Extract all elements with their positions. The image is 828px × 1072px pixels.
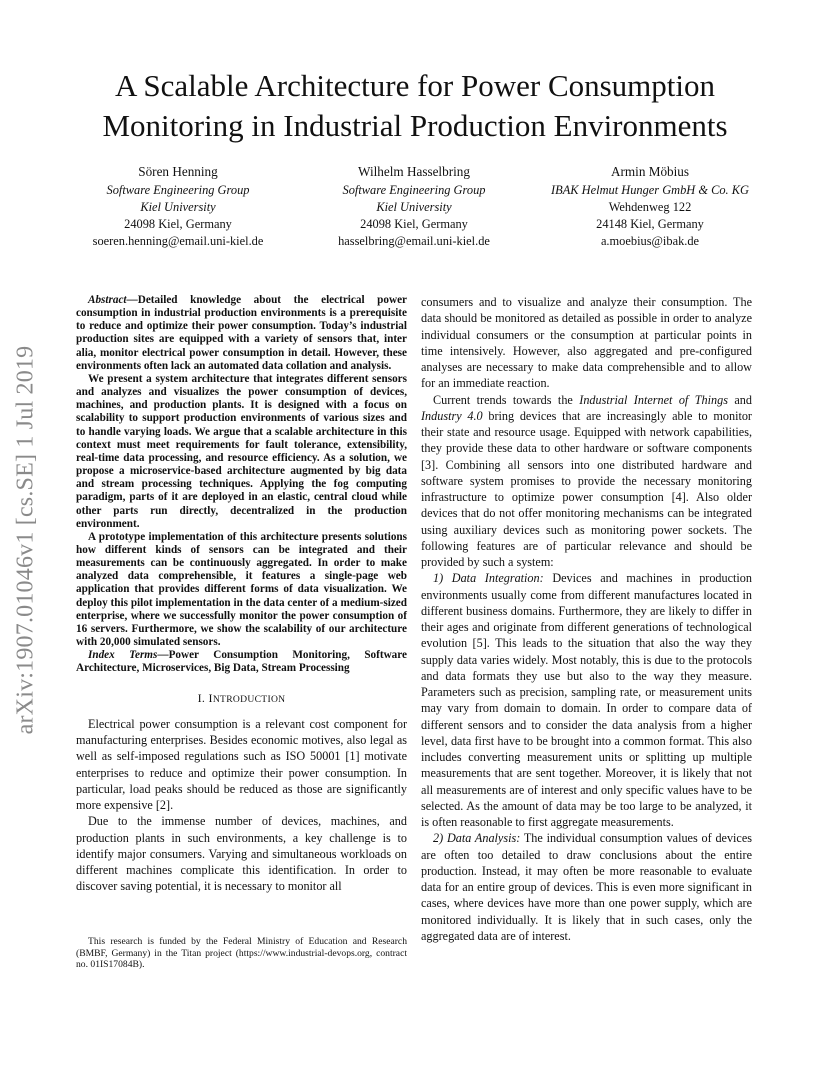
- abstract-paragraph-1: [76, 294, 407, 373]
- author-affiliation-2: Kiel University: [376, 200, 452, 214]
- author-email: a.moebius@ibak.de: [600, 234, 700, 248]
- abstract-paragraph-2: We present a system architecture that integrates different sensors and analyzes and visualizes the power consumption of devices, machines, and production plants. It is designed with a focus on scalability to support production environments of various sizes and to handle varying loads. We argue that a scalable architecture in this context must meet requirements for fault tolerance, extensibility, real-time data processing, and resource efficiency. As a solution, we propose a microservice-based architecture augmented by big data and stream processing techniques. Applying the fog computing paradigm, parts of it are deployed in an elastic, central cloud while other parts run directly, decentralized in the production environment.: [76, 372, 407, 530]
- author-email: hasselbring@email.uni-kiel.de: [338, 234, 490, 248]
- author-1: [60, 163, 296, 250]
- author-block: [60, 163, 768, 250]
- author-name: Armin Möbius: [610, 164, 690, 179]
- author-street: Wehdenweg 122: [608, 200, 692, 214]
- text-segment: Current trends towards the: [433, 392, 580, 407]
- author-name: Wilhelm Hasselbring: [358, 164, 470, 179]
- right-column: [421, 294, 752, 944]
- data-analysis-text: The individual consumption values of devices are often too detailed to draw conclusions about the entire production. Instead, it may often be more reasonable to evaluate data for an entire group of devices. This is even more significant in cases, where devices have more than one power supply, which are monitored individually. It is likely that in such cases, only the aggregated data are of interest.: [421, 831, 752, 943]
- author-affiliation: Software Engineering Group: [106, 183, 250, 197]
- author-address: 24098 Kiel, Germany: [124, 217, 232, 231]
- right-paragraph-2: [421, 392, 752, 571]
- arxiv-identifier-text: arXiv:1907.01046v1 [cs.SE] 1 Jul 2019: [12, 345, 39, 735]
- index-terms: [76, 649, 407, 675]
- section-title-rest: NTRODUCTION: [212, 693, 286, 705]
- author-address: 24148 Kiel, Germany: [596, 217, 704, 231]
- arxiv-identifier: [6, 300, 46, 780]
- index-terms-label: Index Terms: [88, 649, 158, 662]
- right-paragraph-1: consumers and to visualize and analyze their consumption. The data should be monitored as detailed as possible in order to analyze individual consumers or the consumption at particular points in time intensively. However, also aggregated and pre-configured analyses are necessary to make data comprehensible and to allow for an immediate reaction.: [421, 295, 752, 391]
- section-number: I.: [197, 690, 206, 705]
- term-industry-40: Industry 4.0: [421, 408, 483, 423]
- author-affiliation: IBAK Helmut Hunger GmbH & Co. KG: [551, 183, 749, 197]
- abstract: [76, 294, 407, 676]
- author-address: 24098 Kiel, Germany: [360, 217, 468, 231]
- abstract-paragraph-3: A prototype implementation of this architecture presents solutions how different kinds of sensors can be integrated and their measurements can be continuously aggregated. In order to make analyzed data comprehensible, it features a single-page web application that provides different forms of data visualization. We deploy this pilot implementation in the data center of a medium-sized enterprise, where we successfully monitor the power consumption of 16 servers. Furthermore, we show the scalability of our architecture with 20,000 simulated sensors.: [76, 530, 407, 649]
- left-column: [76, 294, 407, 895]
- index-terms-text: —Power Consumption Monitoring, Software Architecture, Microservices, Big Data, Stream Processing: [76, 649, 407, 675]
- author-2: [296, 163, 532, 250]
- term-iiot: Industrial Internet of Things: [579, 392, 728, 407]
- title-line-2: Monitoring in Industrial Production Environments: [102, 108, 728, 143]
- abstract-label: Abstract: [88, 294, 127, 306]
- author-3: [532, 163, 768, 250]
- text-segment: and: [727, 392, 752, 407]
- title-line-1: A Scalable Architecture for Power Consumption: [114, 68, 716, 103]
- abstract-text-1: —Detailed knowledge about the electrical power consumption in industrial production environments is a prerequisite to reduce and optimize their power consumption. Today’s industrial production sites are equipped with a variety of sensors that, inter alia, monitor electrical power consumption in detail. However, these environments often lack an automated data collation and analysis.: [76, 294, 407, 372]
- funding-footnote: This research is funded by the Federal Ministry of Education and Research (BMBF, Germany) in the Titan project (https://www.industrial-devops.org, contract no. 01IS17084B).: [76, 936, 407, 971]
- intro-paragraph-2: Due to the immense number of devices, machines, and production plants in such environments, a key challenge is to identify major consumers. Varying and simultaneous workloads on different machines complicate this identification. In order to discover saving potential, it is necessary to monitor all: [76, 814, 407, 894]
- author-affiliation-2: Kiel University: [140, 200, 216, 214]
- author-email: soeren.henning@email.uni-kiel.de: [92, 234, 264, 248]
- text-segment: bring devices that are increasingly able to monitor their state and resource usage. Equipped with network capabilities, they provide these data to other hardware or software components [3]. Combining all sensors into one distributed hardware and software system promises to provide the necessary monitoring infrastructure to optimize power consumption [4]. Also older devices that do not offer monitoring mechanisms can be integrated using auxiliary devices such as monitoring power sockets. The following features are of particular relevance and should be provided by such a system:: [421, 408, 752, 569]
- data-integration-paragraph: [421, 570, 752, 830]
- data-integration-label: 1) Data Integration:: [433, 571, 544, 586]
- author-affiliation: Software Engineering Group: [342, 183, 486, 197]
- author-name: Sören Henning: [138, 164, 218, 179]
- data-integration-text: Devices and machines in production environments usually come from different manufactures located in different business domains. Furthermore, they are likely to differ in their ages and originate from different generations of technological evolution [5]. This leads to the situation that also the way they supply data varies widely. Most notably, this is due to the protocols and data formats they use but also to the way they measure. Parameters such as precision, sampling rate, or measurement units may vary from domain to domain. In order to compare data of different sensors and to consider the data analysis from a higher level, data first have to be brought into a common format. This also includes converting measurement units or splitting up multiple measurements that are sent together. Moreover, it is likely that not all measurements are of interest and only specific values have to be selected. As the amount of data may be too large to be analyzed, it is often reasonable to first aggregate measurements.: [421, 571, 752, 829]
- section-title-initial: I: [208, 690, 213, 705]
- data-analysis-paragraph: [421, 830, 752, 944]
- data-analysis-label: 2) Data Analysis:: [433, 831, 521, 846]
- section-heading-introduction: [76, 690, 407, 708]
- intro-paragraph-1: Electrical power consumption is a relevant cost component for manufacturing enterprises. Besides economic motives, also legal as well as self-imposed regulations such as ISO 50001 [1] motivate enterprises to reduce and optimize their power consumption. In particular, load peaks should be reduced as those are significantly more expensive [2].: [76, 716, 407, 813]
- paper-title: [40, 66, 790, 146]
